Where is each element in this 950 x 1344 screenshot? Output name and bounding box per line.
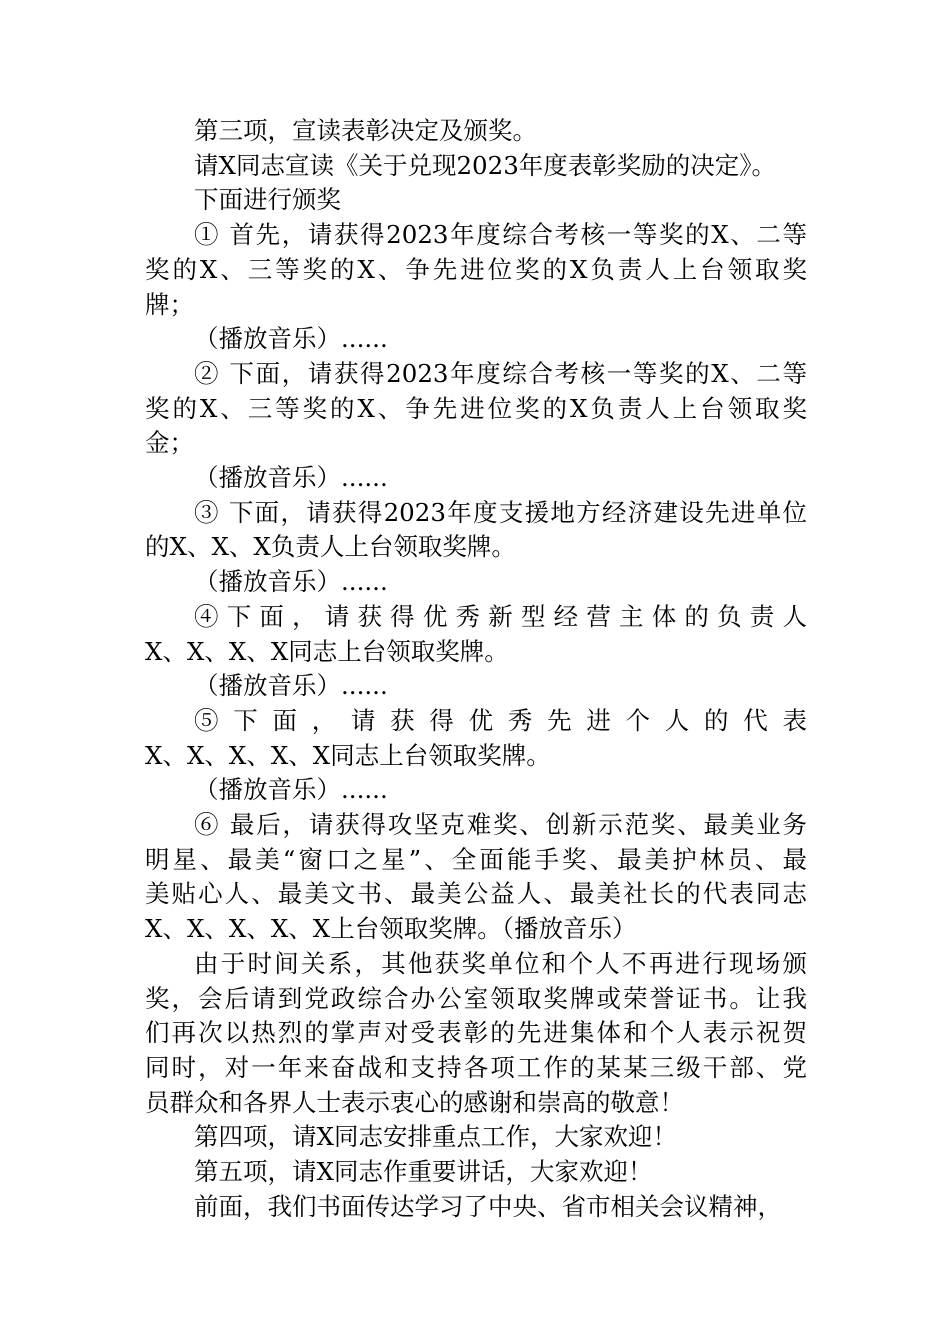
paragraph-item-3 [145, 114, 807, 149]
text-line: 们再次以热烈的掌声对受表彰的先进集体和个人表示祝贺 [145, 1018, 807, 1048]
text-line: ① 首先，请获得2023年度综合考核一等奖的X、二等 [194, 220, 807, 250]
paragraph-closing-remarks [145, 947, 807, 1121]
text-line: 奖的X、三等奖的X、争先进位奖的X负责人上台领取奖 [145, 254, 807, 284]
paragraph-music-3 [145, 565, 807, 600]
text-line: X、X、X、X同志上台领取奖牌。 [145, 636, 509, 666]
text-line: ③ 下面，请获得2023年度支援地方经济建设先进单位 [194, 497, 807, 527]
text-line: 同时，对一年来奋战和支持各项工作的某某三级干部、党 [145, 1052, 807, 1082]
text-line: 员群众和各界人士表示衷心的感谢和崇高的敬意！ [145, 1087, 684, 1117]
text-line: （播放音乐）...... [194, 463, 388, 493]
text-line: 明星、最美“窗口之星”、全面能手奖、最美护林员、最 [145, 844, 807, 874]
paragraph-decision-reading [145, 149, 807, 184]
paragraph-award-4 [145, 600, 807, 669]
text-line: 第五项，请X同志作重要讲话，大家欢迎！ [194, 1157, 653, 1187]
text-line: （播放音乐）...... [194, 671, 388, 701]
text-line: ⑥ 最后，请获得攻坚克难奖、创新示范奖、最美业务 [194, 810, 807, 840]
document-page [145, 114, 807, 1225]
paragraph-music-5 [145, 773, 807, 808]
text-line: ② 下面，请获得2023年度综合考核一等奖的X、二等 [194, 358, 807, 388]
paragraph-speech-start [145, 1190, 807, 1225]
paragraph-award-1 [145, 218, 807, 322]
text-line: 的X、X、X负责人上台领取奖牌。 [145, 532, 516, 562]
paragraph-award-2 [145, 357, 807, 461]
text-line: X、X、X、X、X同志上台领取奖牌。 [145, 740, 551, 770]
text-line: ④ 下 面 ， 请 获 得 优 秀 新 型 经 营 主 体 的 负 责 人 [194, 601, 807, 631]
paragraph-music-4 [145, 669, 807, 704]
text-line: 牌； [145, 289, 194, 319]
paragraph-item-5 [145, 1155, 807, 1190]
text-line: 由于时间关系，其他获奖单位和个人不再进行现场颁 [194, 948, 807, 978]
paragraph-award-5 [145, 704, 807, 773]
text-line: 金； [145, 428, 194, 458]
text-line: （播放音乐）...... [194, 567, 388, 597]
text-line: X、X、X、X、X上台领取奖牌。（播放音乐） [145, 914, 637, 944]
text-line: 奖的X、三等奖的X、争先进位奖的X负责人上台领取奖 [145, 393, 807, 423]
paragraph-award-3 [145, 496, 807, 565]
text-line: 第三项，宣读表彰决定及颁奖。 [194, 116, 537, 145]
text-line: （播放音乐）...... [194, 324, 388, 354]
text-line: 第四项，请X同志安排重点工作，大家欢迎！ [194, 1122, 677, 1152]
paragraph-music-2 [145, 461, 807, 496]
text-line: 奖，会后请到党政综合办公室领取奖牌或荣誉证书。让我 [145, 983, 807, 1013]
text-line: 前面，我们书面传达学习了中央、省市相关会议精神， [194, 1191, 782, 1221]
paragraph-award-6 [145, 808, 807, 947]
paragraph-music-1 [145, 322, 807, 357]
text-line: 请X同志宣读《关于兑现2023年度表彰奖励的决定》。 [194, 150, 777, 180]
text-line: ⑤ 下 面 ， 请 获 得 优 秀 先 进 个 人 的 代 表 [194, 705, 807, 735]
paragraph-award-intro [145, 183, 807, 218]
text-line: 美贴心人、最美文书、最美公益人、最美社长的代表同志 [145, 879, 807, 909]
paragraph-item-4 [145, 1120, 807, 1155]
text-line: 下面进行颁奖 [194, 185, 341, 215]
text-line: （播放音乐）...... [194, 775, 388, 805]
